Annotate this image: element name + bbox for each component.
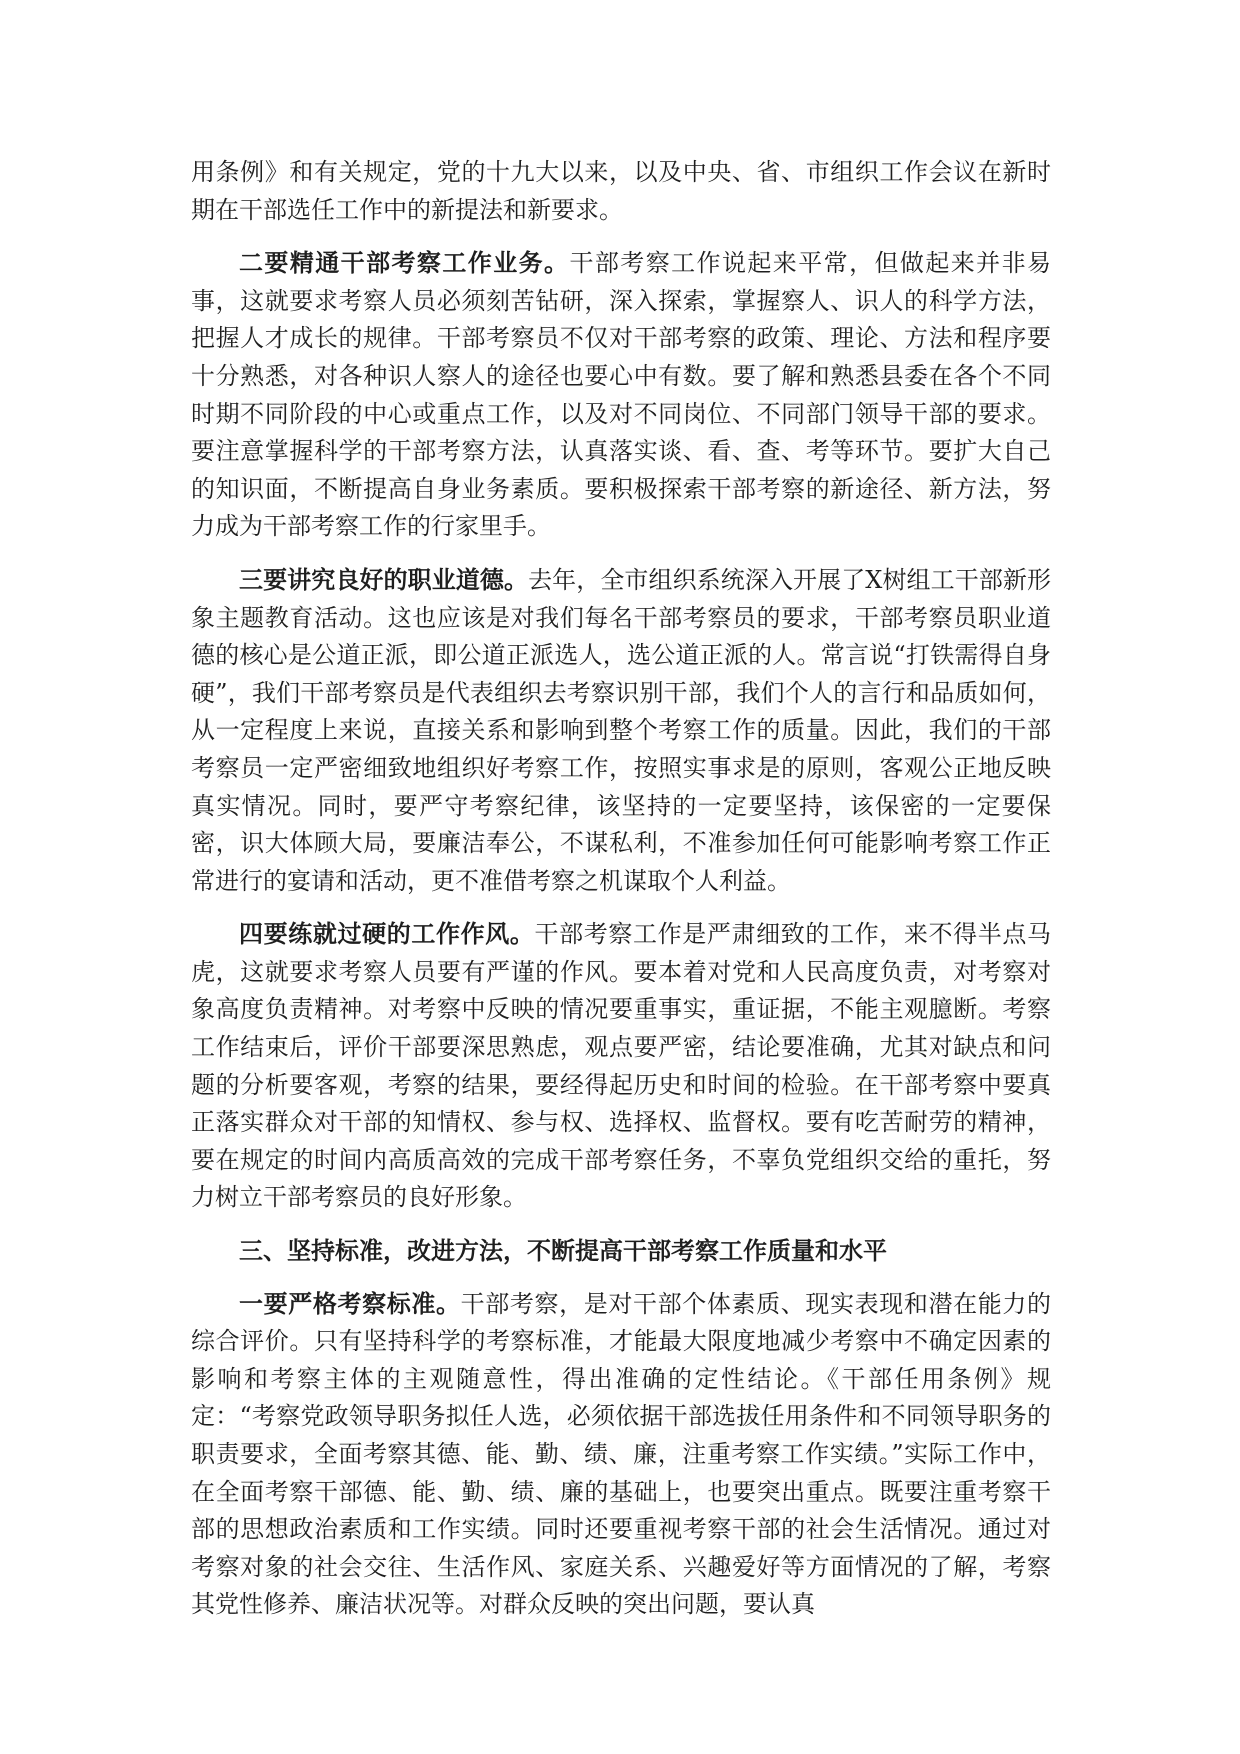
- paragraph-lead: 二要精通干部考察工作业务。: [239, 248, 570, 278]
- paragraph-lead: 一要严格考察标准。: [239, 1288, 461, 1318]
- paragraph-lead: 四要练就过硬的工作作风。: [239, 919, 535, 949]
- paragraph-evaluation-standards: [191, 1285, 1051, 1624]
- section-heading: 三、坚持标准，改进方法，不断提高干部考察工作质量和水平: [239, 1236, 887, 1266]
- paragraph-text: 去年，全市组织系统深入开展了X树组工干部新形象主题教育活动。这也应该是对我们每名干部考察员的要求，干部考察员职业道德的核心是公道正派，即公道正派选人，选公道正派的人。常言说“打铁需得自身硬”，我们干部考察员是代表组织去考察识别干部，我们个人的言行和品质如何，从一定程度上来说，直接关系和影响到整个考察工作的质量。因此，我们的干部考察员一定严密细致地组织好考察工作，按照实事求是的原则，客观公正地反映真实情况。同时，要严守考察纪律，该坚持的一定要坚持，该保密的一定要保密，识大体顾大局，要廉洁奉公，不谋私利，不准参加任何可能影响考察工作正常进行的宴请和活动，更不准借考察之机谋取个人利益。: [191, 565, 1051, 895]
- paragraph-work-style: [191, 915, 1051, 1217]
- paragraph-text: 干部考察工作是严肃细致的工作，来不得半点马虎，这就要求考察人员要有严谨的作风。要本着对党和人民高度负责，对考察对象高度负责精神。对考察中反映的情况要重事实，重证据，不能主观臆断。考察工作结束后，评价干部要深思熟虑，观点要严密，结论要准确，尤其对缺点和问题的分析要客观，考察的结果，要经得起历史和时间的检验。在干部考察中要真正落实群众对干部的知情权、参与权、选择权、监督权。要有吃苦耐劳的精神，要在规定的时间内高质高效的完成干部考察任务，不辜负党组织交给的重托，努力树立干部考察员的良好形象。: [191, 920, 1051, 1212]
- paragraph-professional-ethics: [191, 561, 1051, 900]
- paragraph-continuation: [191, 154, 1051, 229]
- paragraph-text: 干部考察工作说起来平常，但做起来并非易事，这就要求考察人员必须刻苦钻研，深入探索，掌握察人、识人的科学方法，把握人才成长的规律。干部考察员不仅对干部考察的政策、理论、方法和程序要十分熟悉，对各种识人察人的途径也要心中有数。要了解和熟悉县委在各个不同时期不同阶段的中心或重点工作，以及对不同岗位、不同部门领导干部的要求。要注意掌握科学的干部考察方法，认真落实谈、看、查、考等环节。要扩大自己的知识面，不断提高自身业务素质。要积极探索干部考察的新途径、新方法，努力成为干部考察工作的行家里手。: [191, 249, 1052, 541]
- paragraph-lead: 三要讲究良好的职业道德。: [239, 564, 529, 594]
- document-body: [191, 154, 1051, 1639]
- paragraph-professional-skills: [191, 244, 1051, 546]
- paragraph-text: 用条例》和有关规定，党的十九大以来，以及中央、省、市组织工作会议在新时期在干部选任工作中的新提法和新要求。: [191, 158, 1051, 224]
- paragraph-text: 干部考察，是对干部个体素质、现实表现和潜在能力的综合评价。只有坚持科学的考察标准，才能最大限度地减少考察中不确定因素的影响和考察主体的主观随意性，得出准确的定性结论。《干部任用条例》规定：“考察党政领导职务拟任人选，必须依据干部选拔任用条件和不同领导职务的职责要求，全面考察其德、能、勤、绩、廉，注重考察工作实绩。”实际工作中，在全面考察干部德、能、勤、绩、廉的基础上，也要突出重点。既要注重考察干部的思想政治素质和工作实绩。同时还要重视考察干部的社会生活情况。通过对考察对象的社会交往、生活作风、家庭关系、兴趣爱好等方面情况的了解，考察其党性修养、廉洁状况等。对群众反映的突出问题，要认真: [191, 1289, 1051, 1619]
